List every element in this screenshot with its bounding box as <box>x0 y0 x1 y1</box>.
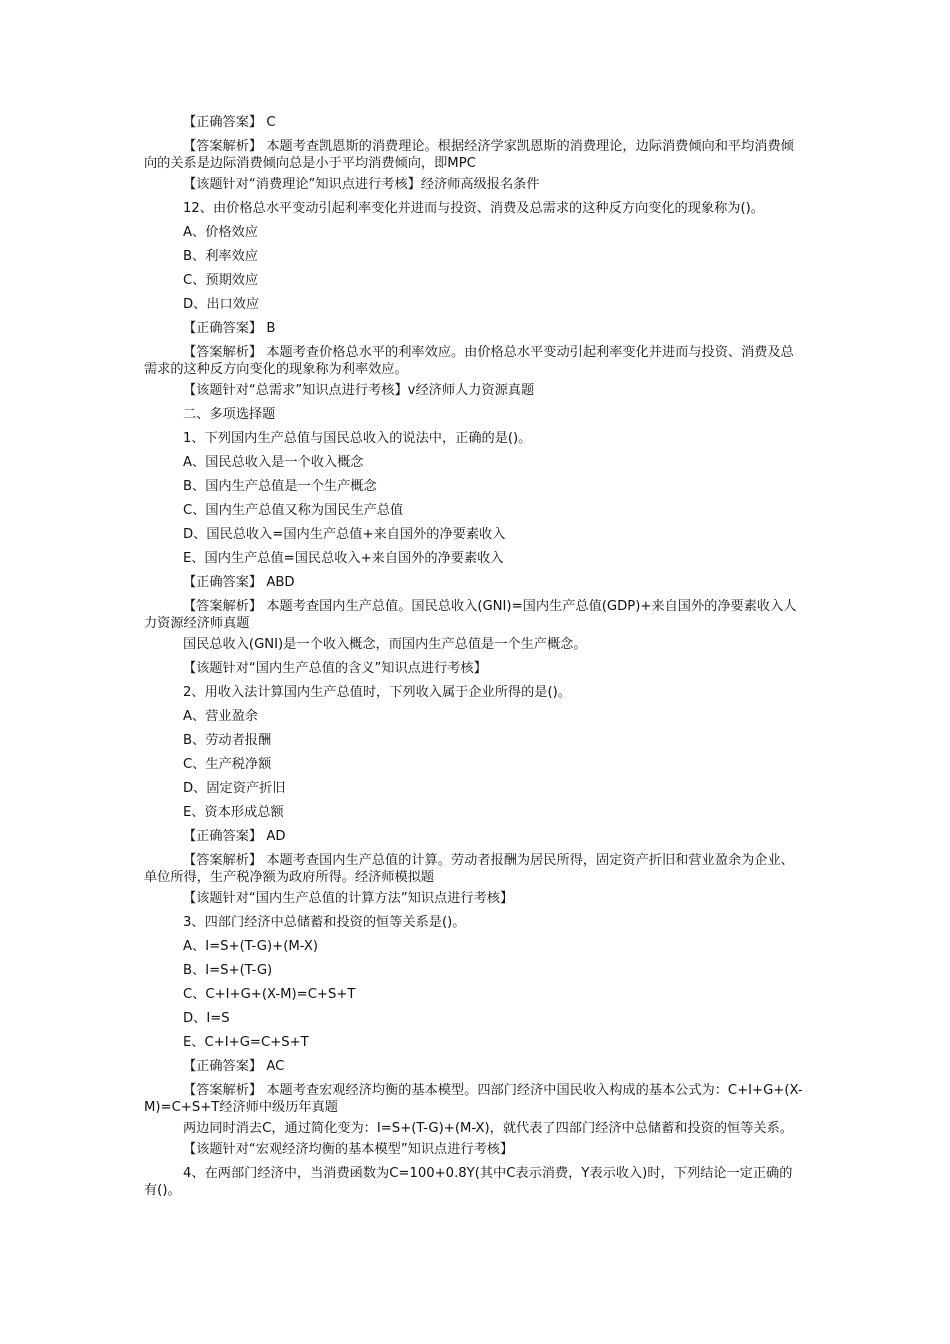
answer-label: 【正确答案】 ABD <box>183 575 295 590</box>
explanation-paragraph: 【答案解析】 本题考查宏观经济均衡的基本模型。四部门经济中国民收入构成的基本公式为：C+I+G+(X-M)=C+S+T经济师中级历年真题 <box>144 1083 803 1115</box>
topic-note: 【该题针对“总需求”知识点进行考核】v经济师人力资源真题 <box>183 383 535 398</box>
option-d: D、国民总收入=国内生产总值+来自国外的净要素收入 <box>183 527 506 542</box>
option-d: D、出口效应 <box>183 297 260 312</box>
topic-note: 【该题针对“消费理论”知识点进行考核】经济师高级报名条件 <box>183 177 540 192</box>
topic-note: 【该题针对“国内生产总值的计算方法”知识点进行考核】 <box>183 891 514 906</box>
answer-label: 【正确答案】 C <box>183 115 276 130</box>
answer-label: 【正确答案】 AC <box>183 1059 285 1074</box>
explanation-continuation: 国民总收入(GNI)是一个收入概念，而国内生产总值是一个生产概念。 <box>183 637 587 652</box>
explanation-paragraph: 【答案解析】 本题考查国内生产总值。国民总收入(GNI)=国内生产总值(GDP)+来自国外的净要素收入人力资源经济师真题 <box>144 599 797 631</box>
option-c: C、预期效应 <box>183 273 259 288</box>
option-e: E、资本形成总额 <box>183 805 284 820</box>
option-a: A、营业盈余 <box>183 709 258 724</box>
option-c: C、C+I+G+(X-M)=C+S+T <box>183 987 356 1002</box>
topic-note: 【该题针对“宏观经济均衡的基本模型”知识点进行考核】 <box>183 1142 514 1157</box>
explanation-paragraph: 【答案解析】 本题考查凯恩斯的消费理论。根据经济学家凯恩斯的消费理论，边际消费倾向和平均消费倾向的关系是边际消费倾向总是小于平均消费倾向，即MPC <box>144 139 794 171</box>
section-heading: 二、多项选择题 <box>183 407 276 422</box>
option-d: D、固定资产折旧 <box>183 781 286 796</box>
explanation-paragraph: 两边同时消去C，通过简化变为：I=S+(T-G)+(M-X)，就代表了四部门经济中总储蓄和投资的恒等关系。 <box>183 1121 793 1136</box>
question-2: 2、用收入法计算国内生产总值时，下列收入属于企业所得的是()。 <box>183 685 571 700</box>
option-b: B、国内生产总值是一个生产概念 <box>183 479 377 494</box>
question-12: 12、由价格总水平变动引起利率变化并进而与投资、消费及总需求的这种反方向变化的现象称为()。 <box>183 201 764 216</box>
option-c: C、国内生产总值又称为国民生产总值 <box>183 503 404 518</box>
question-3: 3、四部门经济中总储蓄和投资的恒等关系是()。 <box>183 915 466 930</box>
option-d: D、I=S <box>183 1011 230 1026</box>
option-e: E、国内生产总值=国民总收入+来自国外的净要素收入 <box>183 551 504 566</box>
topic-note: 【该题针对“国内生产总值的含义”知识点进行考核】 <box>183 661 487 676</box>
question-4: 4、在两部门经济中，当消费函数为C=100+0.8Y(其中C表示消费，Y表示收入)时，下列结论一定正确的有()。 <box>144 1166 793 1198</box>
option-b: B、劳动者报酬 <box>183 733 272 748</box>
option-e: E、C+I+G=C+S+T <box>183 1035 309 1050</box>
option-b: B、利率效应 <box>183 249 258 264</box>
explanation-paragraph: 【答案解析】 本题考查国内生产总值的计算。劳动者报酬为居民所得，固定资产折旧和营业盈余为企业、单位所得，生产税净额为政府所得。经济师模拟题 <box>144 853 794 885</box>
option-a: A、国民总收入是一个收入概念 <box>183 455 364 470</box>
answer-label: 【正确答案】 AD <box>183 829 286 844</box>
option-b: B、I=S+(T-G) <box>183 963 273 978</box>
answer-label: 【正确答案】 B <box>183 321 276 336</box>
explanation-paragraph: 【答案解析】 本题考查价格总水平的利率效应。由价格总水平变动引起利率变化并进而与投资、消费及总需求的这种反方向变化的现象称为利率效应。 <box>144 345 794 377</box>
question-1: 1、下列国内生产总值与国民总收入的说法中，正确的是()。 <box>183 431 532 446</box>
option-c: C、生产税净额 <box>183 757 272 772</box>
document-page <box>144 114 804 1203</box>
option-a: A、价格效应 <box>183 225 258 240</box>
option-a: A、I=S+(T-G)+(M-X) <box>183 939 319 954</box>
